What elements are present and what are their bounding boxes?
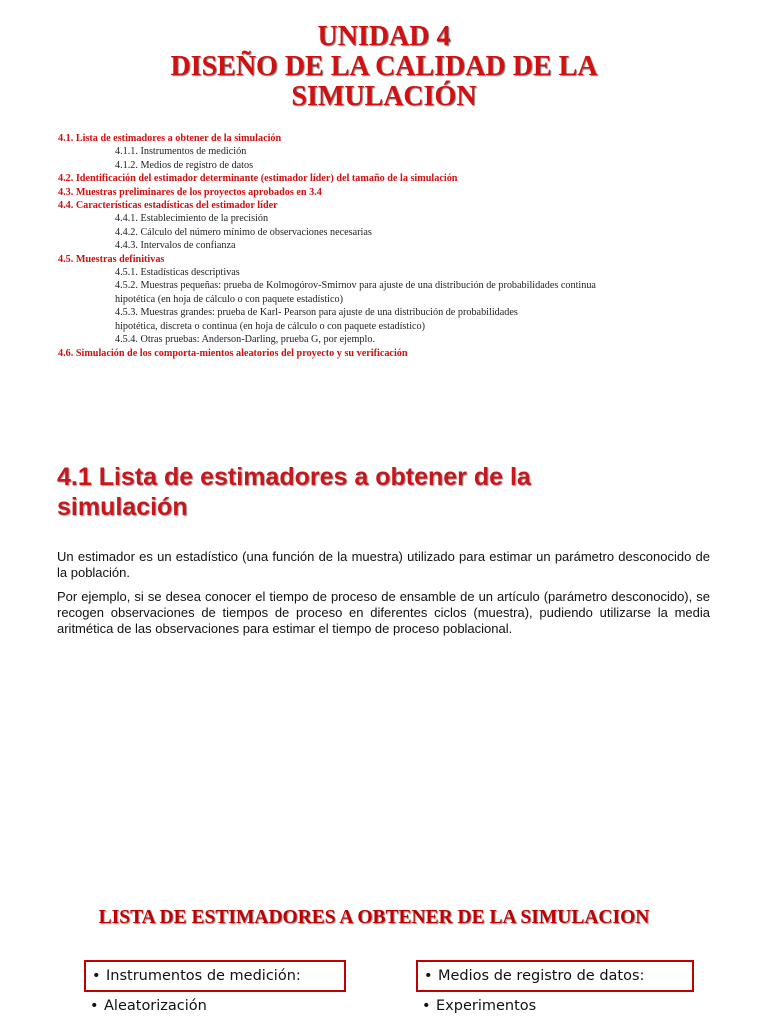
toc-subsection-item: 4.4.1. Establecimiento de la precisión bbox=[115, 213, 269, 225]
toc-subsection-item: 4.5.1. Estadísticas descriptivas bbox=[115, 267, 240, 279]
toc-subsection-item: 4.5.2. Muestras pequeñas: prueba de Kolmogórov-Smirnov para ajuste de una distribución de probabilidades continua bbox=[115, 280, 596, 292]
section-heading-line-2: simulación bbox=[57, 493, 188, 521]
toc-section-item: 4.5. Muestras definitivas bbox=[58, 253, 165, 265]
instrumentos-item bbox=[90, 994, 207, 1018]
title-line-3: SIMULACIÓN bbox=[291, 81, 477, 112]
instrumentos-box bbox=[84, 960, 346, 992]
definition-paragraph: Un estimador es un estadístico (una función de la muestra) utilizado para estimar un parámetro desconocido de la población. bbox=[57, 549, 710, 580]
toc-subsection-item: 4.4.2. Cálculo del número mínimo de observaciones necesarias bbox=[115, 226, 372, 238]
bullet-icon: • bbox=[90, 998, 99, 1014]
toc-subsection-item: 4.1.1. Instrumentos de medición bbox=[115, 146, 247, 158]
toc-section-item: 4.3. Muestras preliminares de los proyectos aprobados en 3.4 bbox=[58, 186, 322, 198]
slide-3 bbox=[0, 872, 768, 1024]
toc-subsection-item: hipotética (en hoja de cálculo o con paquete estadístico) bbox=[115, 293, 343, 305]
instrumentos-label: Instrumentos de medición: bbox=[106, 968, 301, 984]
title-line-2: DISEÑO DE LA CALIDAD DE LA bbox=[170, 51, 598, 82]
slide-1-title bbox=[0, 22, 768, 112]
medios-registro-label: Medios de registro de datos: bbox=[438, 968, 645, 984]
medios-registro-item-label: Experimentos bbox=[436, 998, 537, 1014]
table-of-contents bbox=[58, 132, 758, 360]
toc-section-item: 4.6. Simulación de los comporta-mientos aleatorios del proyecto y su verificación bbox=[58, 347, 408, 359]
slide-1 bbox=[0, 0, 768, 442]
bullet-icon: • bbox=[424, 968, 433, 984]
toc-subsection-item: 4.5.3. Muestras grandes: prueba de Karl- Pearson para ajuste de una distribución de probabilidades bbox=[115, 307, 518, 319]
toc-subsection-item: 4.1.2. Medios de registro de datos bbox=[115, 159, 254, 171]
example-paragraph: Por ejemplo, si se desea conocer el tiempo de proceso de ensamble de un artículo (parámetro desconocido), se recogen observaciones de tiempos de proceso en diferentes ciclos (muestra), pudiendo utilizarse la media aritmética de las observaciones para estimar el tiempo de proceso poblacional. bbox=[57, 589, 710, 636]
toc-section-item: 4.4. Características estadísticas del estimador líder bbox=[58, 200, 278, 212]
toc-subsection-item: 4.4.3. Intervalos de confianza bbox=[115, 240, 236, 252]
toc-section-item: 4.2. Identificación del estimador determinante (estimador líder) del tamaño de la simulación bbox=[58, 173, 458, 185]
slide-3-title: LISTA DE ESTIMADORES A OBTENER DE LA SIMULACION bbox=[98, 907, 650, 928]
instrumentos-item-label: Aleatorización bbox=[104, 998, 207, 1014]
section-heading-line-1: 4.1 Lista de estimadores a obtener de la bbox=[57, 463, 531, 491]
bullet-icon: • bbox=[422, 998, 431, 1014]
toc-subsection-item: hipotética, discreta o continua (en hoja de cálculo o con paquete estadístico) bbox=[115, 320, 426, 332]
bullet-icon: • bbox=[92, 968, 101, 984]
toc-subsection-item: 4.5.4. Otras pruebas: Anderson-Darling, prueba G, por ejemplo. bbox=[115, 334, 375, 346]
section-heading bbox=[57, 462, 717, 522]
slide-2 bbox=[0, 442, 768, 872]
medios-registro-box bbox=[416, 960, 694, 992]
medios-registro-item bbox=[422, 994, 536, 1018]
title-line-1: UNIDAD 4 bbox=[317, 21, 451, 52]
toc-section-item: 4.1. Lista de estimadores a obtener de la simulación bbox=[58, 133, 282, 144]
